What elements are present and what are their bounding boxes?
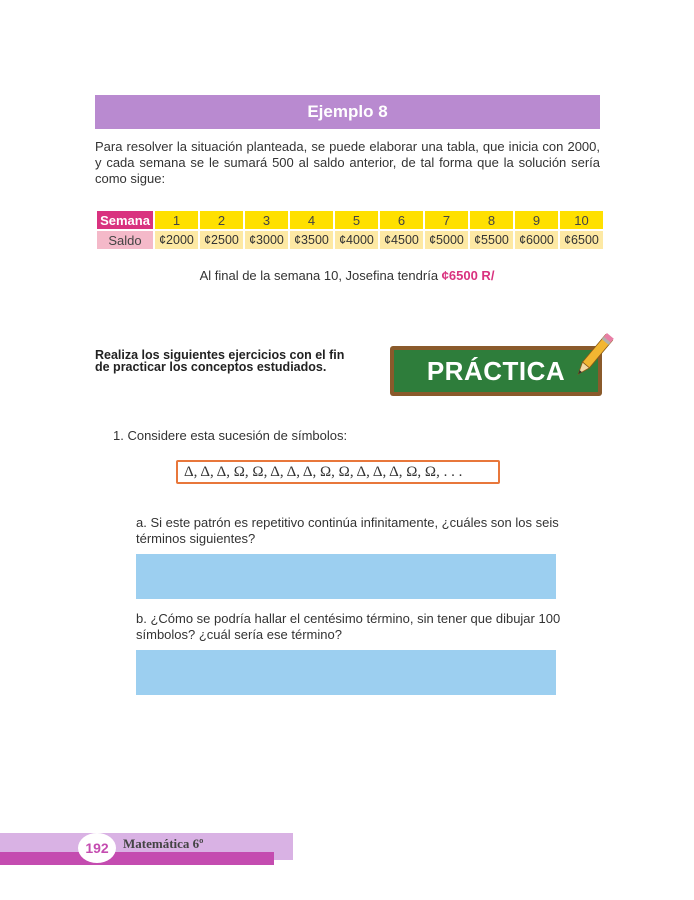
- conclusion-amount: ¢6500 R/: [441, 268, 495, 283]
- intro-paragraph: Para resolver la situación planteada, se puede elaborar una tabla, que inicia con 2000, y cada semana se le sumará 500 al saldo anterior, de tal forma que la solución sería como sigue:: [95, 139, 600, 186]
- balance-cell: ¢5000: [425, 231, 468, 249]
- conclusion: [0, 268, 694, 283]
- practice-intro: Realiza los siguientes ejercicios con el fin de practicar los conceptos estudiados.: [95, 348, 345, 374]
- balance-cell: ¢4500: [380, 231, 423, 249]
- symbol-sequence: Δ, Δ, Δ, Ω, Ω, Δ, Δ, Δ, Ω, Ω, Δ, Δ, Δ, Ω, Ω, . . .: [176, 460, 500, 484]
- row-header-week: Semana: [97, 211, 153, 229]
- page-number: 192: [78, 833, 116, 863]
- balance-cell: ¢2500: [200, 231, 243, 249]
- week-cell: 3: [245, 211, 288, 229]
- practice-banner-label: PRÁCTICA: [394, 350, 598, 392]
- table-row: [97, 211, 603, 229]
- week-cell: 2: [200, 211, 243, 229]
- balance-cell: ¢4000: [335, 231, 378, 249]
- question-1b: b. ¿Cómo se podría hallar el centésimo término, sin tener que dibujar 100 símbolos? ¿cuál sería ese término?: [136, 611, 561, 642]
- week-cell: 1: [155, 211, 198, 229]
- balance-cell: ¢6500: [560, 231, 603, 249]
- balance-table: [95, 209, 605, 251]
- example-title: Ejemplo 8: [95, 95, 600, 129]
- table-row: [97, 231, 603, 249]
- answer-box-b[interactable]: [136, 650, 556, 695]
- question-1a: a. Si este patrón es repetitivo continúa infinitamente, ¿cuáles son los seis términos siguientes?: [136, 515, 559, 546]
- pencil-icon: [568, 329, 616, 385]
- week-cell: 5: [335, 211, 378, 229]
- balance-cell: ¢3000: [245, 231, 288, 249]
- week-cell: 6: [380, 211, 423, 229]
- week-cell: 8: [470, 211, 513, 229]
- question-1-prompt: 1. Considere esta sucesión de símbolos:: [113, 428, 348, 443]
- answer-box-a[interactable]: [136, 554, 556, 599]
- week-cell: 4: [290, 211, 333, 229]
- book-title: Matemática 6º: [123, 836, 204, 851]
- row-header-balance: Saldo: [97, 231, 153, 249]
- balance-cell: ¢6000: [515, 231, 558, 249]
- week-cell: 10: [560, 211, 603, 229]
- balance-cell: ¢2000: [155, 231, 198, 249]
- balance-cell: ¢5500: [470, 231, 513, 249]
- conclusion-text: Al final de la semana 10, Josefina tendría: [199, 268, 439, 283]
- week-cell: 7: [425, 211, 468, 229]
- balance-cell: ¢3500: [290, 231, 333, 249]
- footer-stripe: [0, 852, 274, 865]
- week-cell: 9: [515, 211, 558, 229]
